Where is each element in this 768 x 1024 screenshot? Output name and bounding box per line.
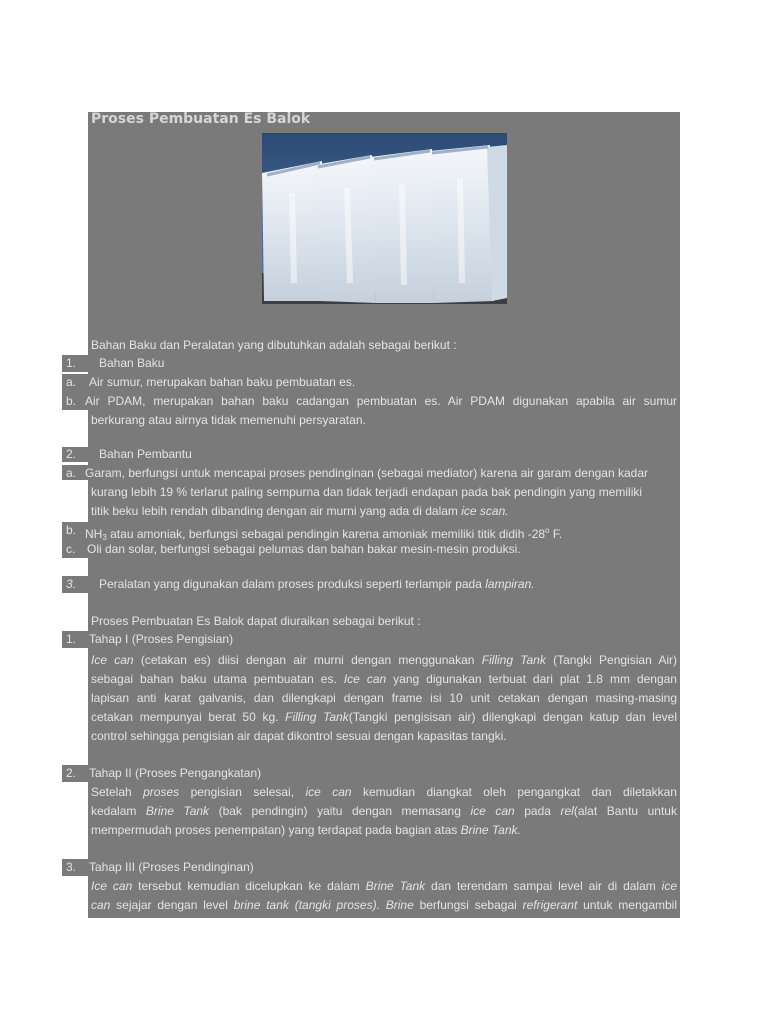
text-run: mempermudah proses penempatan) yang terdapat pada bagian atas xyxy=(91,823,461,837)
subscript: 3 xyxy=(102,533,107,542)
paragraph-line xyxy=(91,804,677,819)
text-run: (Tangki Pengisian Air) xyxy=(545,653,677,667)
text-run: pengisian selesai, xyxy=(179,785,306,799)
text-run-italic: proses xyxy=(143,785,180,799)
paragraph-line xyxy=(91,710,677,725)
text-run-italic: brine tank (tangki proses). Brine xyxy=(233,898,414,912)
superscript: o xyxy=(545,526,550,535)
text-run-italic: Brine Tank xyxy=(145,804,210,818)
text-run-italic: Brine Tank xyxy=(365,879,426,893)
intro-text: Bahan Baku dan Peralatan yang dibutuhkan adalah sebagai berikut : xyxy=(91,338,457,352)
page-title: Proses Pembuatan Es Balok xyxy=(91,111,311,127)
text-run-italic: Filling Tank xyxy=(285,710,349,724)
list-item-text: berkurang atau airnya tidak memenuhi persyaratan. xyxy=(91,413,366,427)
text-run-italic: can xyxy=(91,898,111,912)
text-run: dan terendam sampai level air di dalam xyxy=(425,879,662,893)
list-letter: a. xyxy=(66,375,77,389)
text-run-italic: Filling Tank xyxy=(481,653,546,667)
list-item-text: Garam, berfungsi untuk mencapai proses pendinginan (sebagai mediator) karena air garam dengan kadar xyxy=(85,466,648,480)
text-run-italic: ice scan. xyxy=(461,504,509,518)
list-letter: a. xyxy=(66,466,77,480)
text-run-italic: Ice can xyxy=(91,653,134,667)
text-run: (cetakan es) diisi dengan air murni dengan menggunakan xyxy=(133,653,482,667)
text-run: (Tangki pengisisan air) dilengkapi dengan katup dan level xyxy=(348,710,677,724)
text-run: untuk mengambil xyxy=(577,898,677,912)
list-number: 2. xyxy=(66,447,77,461)
paragraph-line xyxy=(91,823,521,838)
list-number: 1. xyxy=(66,356,77,370)
text-run: Setelah xyxy=(91,785,144,799)
list-letter: c. xyxy=(66,542,76,556)
list-item-text xyxy=(99,577,535,592)
text-run: titik beku lebih rendah dibanding dengan air murni yang ada di dalam xyxy=(91,504,462,518)
list-item-text: Air PDAM, merupakan bahan baku cadangan pembuatan es. Air PDAM digunakan apabila air sumur xyxy=(85,394,677,408)
text-run-italic: refrigerant xyxy=(522,898,578,912)
text-run: NH xyxy=(85,527,103,541)
list-item-text: kurang lebih 19 % terlarut paling sempurna dan tidak terjadi endapan pada bak pendingin yang memiliki xyxy=(91,485,643,499)
text-run: pada xyxy=(514,804,561,818)
text-run: (bak pendingin) yaitu dengan memasang xyxy=(209,804,471,818)
text-run: kedalam xyxy=(91,804,146,818)
paragraph-line xyxy=(91,898,677,913)
paragraph-line: lapisan anti karat galvanis, dan dilengkapi dengan frame isi 10 unit cetakan dengan masing-masing xyxy=(91,691,677,705)
list-letter: b. xyxy=(66,523,77,537)
list-letter: b. xyxy=(66,394,77,408)
text-run: berfungsi sebagai xyxy=(413,898,523,912)
paragraph-line xyxy=(91,785,677,800)
text-run: sejajar dengan level xyxy=(110,898,234,912)
list-number: 3. xyxy=(66,860,77,874)
list-item-text: Oli dan solar, berfungsi sebagai pelumas dan bahan bakar mesin-mesin produksi. xyxy=(87,542,521,556)
text-run: (alat Bantu untuk xyxy=(573,804,677,818)
section-heading: Bahan Pembantu xyxy=(99,447,192,461)
list-number: 3. xyxy=(66,577,77,591)
text-run: F. xyxy=(549,527,563,541)
text-run-italic: Ice can xyxy=(343,672,387,686)
paragraph-line xyxy=(91,653,677,668)
text-run: tersebut kemudian dicelupkan ke dalam xyxy=(132,879,366,893)
text-run-italic: Ice can xyxy=(91,879,133,893)
text-run: yang digunakan terbuat dari plat 1.8 mm dengan xyxy=(386,672,677,686)
text-run: Peralatan yang digunakan dalam proses produksi seperti terlampir pada xyxy=(99,577,486,591)
text-run-italic: ice can xyxy=(305,785,352,799)
stage-heading: Tahap II (Proses Pengangkatan) xyxy=(89,766,262,780)
process-intro: Proses Pembuatan Es Balok dapat diuraikan sebagai berikut : xyxy=(91,614,421,628)
text-run: kemudian diangkat oleh pengangkat dan diletakkan xyxy=(351,785,677,799)
stage-heading: Tahap III (Proses Pendinginan) xyxy=(89,860,254,874)
text-run-italic: ice xyxy=(661,879,677,893)
stage-heading: Tahap I (Proses Pengisian) xyxy=(89,632,234,646)
list-item-text: Air sumur, merupakan bahan baku pembuatan es. xyxy=(89,375,356,389)
text-run: sebagai bahan baku utama pembuatan es. xyxy=(91,672,344,686)
text-run-italic: ice can xyxy=(470,804,515,818)
text-run: cetakan mempunyai berat 50 kg. xyxy=(91,710,286,724)
paragraph-line xyxy=(91,879,677,894)
text-run-italic: Brine Tank. xyxy=(460,823,521,837)
section-heading: Bahan Baku xyxy=(99,356,165,370)
paragraph-line: control sehingga pengisian air dapat dikontrol sesuai dengan kapasitas tangki. xyxy=(91,729,507,743)
text-run-italic: lampiran. xyxy=(485,577,535,591)
list-item-text xyxy=(91,504,509,519)
list-number: 2. xyxy=(66,766,77,780)
text-run-italic: rel xyxy=(560,804,574,818)
paragraph-line xyxy=(91,672,677,687)
text-run: atau amoniak, berfungsi sebagai pendingin karena amoniak memiliki titik didih -28 xyxy=(106,527,546,541)
list-number: 1. xyxy=(66,632,77,646)
